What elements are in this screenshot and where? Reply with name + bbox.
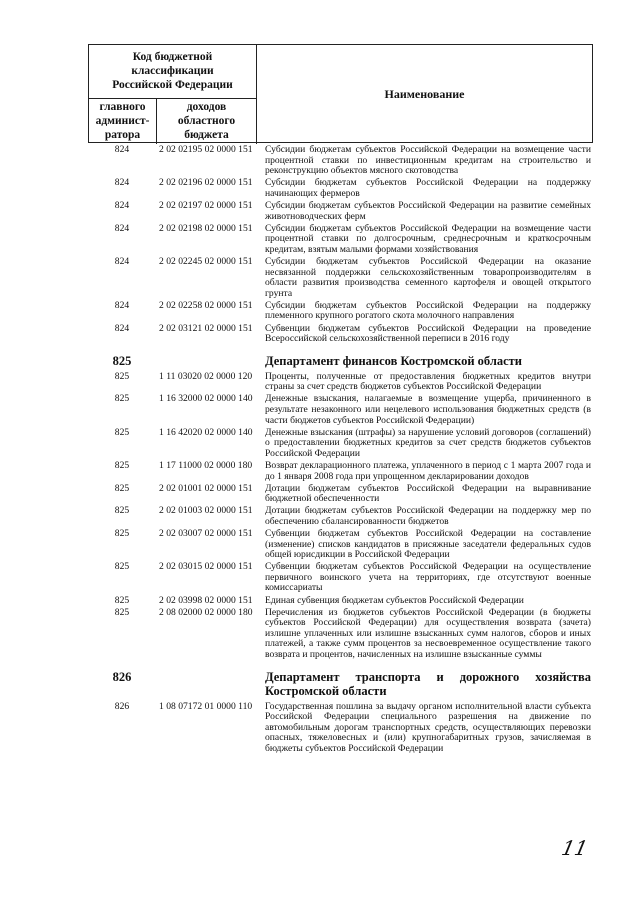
admin-code: 825 [114,370,130,382]
header-line: Код бюджетной [132,51,213,63]
income-code: 2 02 02197 02 0000 151 [159,199,253,211]
admin-code: 824 [114,199,130,211]
table-row [88,145,593,177]
admin-code: 825 [114,528,130,539]
admin-code: 825 [114,505,130,517]
department-heading [88,354,593,368]
table-row [88,529,593,561]
item-name: Проценты, полученные от предоставления бюджетных кредитов внутри страны за счет средств бюджетов субъектов Российской Федерации [265,370,591,393]
item-name: Денежные взыскания (штрафы) за нарушение условий договоров (соглашений) о предоставлении бюджетных кредитов за счет средств бюджетов субъектов Российской Федерации [265,426,591,459]
income-code: 2 02 03015 02 0000 151 [159,561,253,573]
income-code: 2 02 02258 02 0000 151 [159,299,253,311]
income-code: 2 02 02196 02 0000 151 [159,177,253,189]
income-code [156,670,259,698]
table-row [88,224,593,256]
department-heading [88,670,593,698]
income-code: 2 02 02195 02 0000 151 [159,144,253,155]
table-row [88,608,593,661]
admin-code: 825 [114,594,130,606]
header-regional-income [157,99,257,144]
item-name: Субвенции бюджетам субъектов Российской Федерации на осуществление первичного воинского учета на территориях, где отсутствуют военные комиссариаты [265,561,591,594]
income-code: 2 02 03007 02 0000 151 [159,528,253,539]
table-header [88,44,593,143]
item-name: Субсидии бюджетам субъектов Российской Федерации на поддержку начинающих фермеров [265,177,591,199]
item-name: Перечисления из бюджетов субъектов Российской Федерации (в бюджеты субъектов Российской Федерации) для осуществления возврата (зачета) излишне уплаченных или излишне взысканных сумм налогов, сборов и иных платежей, а также сумм процентов за несвоевременное осуществление такого возврата и процентов, начисленных на излишне взысканные суммы [265,606,591,661]
income-code: 2 02 01001 02 0000 151 [159,482,253,494]
table-row [88,324,593,345]
item-name: Субвенции бюджетам субъектов Российской Федерации на проведение Всероссийской сельскохозяйственной переписи в 2016 году [265,322,591,345]
header-line: областного [177,115,236,127]
admin-code: 825 [112,353,132,368]
admin-code: 824 [114,322,130,334]
item-name: Субсидии бюджетам субъектов Российской Федерации на возмещение части процентной ставки по долгосрочным, среднесрочным и краткосрочным кредитам, взятым малыми формами хозяйствования [265,222,591,255]
header-line: бюджета [184,129,229,141]
income-code: 1 16 32000 02 0000 140 [159,393,253,405]
table-row [88,461,593,482]
item-name: Субсидии бюджетам субъектов Российской Федерации на развитие семейных животноводческих ферм [265,199,591,222]
table-row [88,596,593,607]
item-name: Субсидии бюджетам субъектов Российской Федерации на возмещение части процентной ставки по инвестиционным кредитам на строительство и реконструкцию объектов мясного скотоводства [265,144,591,177]
admin-code: 824 [114,222,130,234]
admin-code: 824 [114,255,130,267]
admin-code: 825 [114,426,130,438]
income-code: 2 02 02198 02 0000 151 [159,222,253,234]
header-line: Российской Федерации [112,79,233,91]
table-body [88,145,593,756]
income-code: 1 16 42020 02 0000 140 [159,426,253,438]
table-row [88,394,593,426]
header-chief-administrator [89,99,157,144]
item-name: Субсидии бюджетам субъектов Российской Федерации на оказание несвязанной поддержки сельскохозяйственным товаропроизводителям в области развития производства семенного картофеля и овощей открытого грунта [265,255,591,299]
admin-code: 824 [114,144,130,155]
department-name: Департамент транспорта и дорожного хозяйства Костромской области [265,669,591,698]
header-line: доходов [186,101,227,113]
header-name-label: Наименование [384,87,465,101]
income-code: 2 02 03121 02 0000 151 [159,322,253,334]
table-row [88,506,593,527]
admin-code: 825 [114,482,130,494]
income-code: 2 02 02245 02 0000 151 [159,255,253,267]
item-name: Денежные взыскания, налагаемые в возмещение ущерба, причиненного в результате незаконного или нецелевого использования бюджетных средств (в части бюджетов субъектов Российской Федерации) [265,393,591,426]
admin-code: 825 [114,459,130,471]
item-name: Единая субвенция бюджетам субъектов Российской Федерации [265,594,524,606]
admin-code: 826 [112,669,132,684]
item-name: Государственная пошлина за выдачу органом исполнительной власти субъекта Российской Федерации специального разрешения на движение по автомобильным дорогам транспортных средств, осуществляющих перевозки опасных, тяжеловесных и (или) крупногабаритных грузов, зачисляемая в бюджеты субъектов Российской Федерации [265,700,591,754]
item-name: Дотации бюджетам субъектов Российской Федерации на поддержку мер по обеспечению сбалансированности бюджетов [265,505,591,527]
table-row [88,201,593,222]
admin-code: 824 [114,299,130,311]
header-classification-code [89,45,257,99]
admin-code: 825 [114,561,130,573]
table-row [88,702,593,755]
header-name [257,45,592,144]
income-code [156,354,259,368]
table-row [88,301,593,322]
income-code: 1 17 11000 02 0000 180 [159,459,253,471]
income-code: 1 11 03020 02 0000 120 [159,370,253,382]
item-name: Субсидии бюджетам субъектов Российской Федерации на поддержку племенного крупного рогатого скота молочного направления [265,299,591,322]
income-code: 2 02 01003 02 0000 151 [159,505,253,517]
item-name: Возврат декларационного платежа, уплаченного в период с 1 марта 2007 года и до 1 января 2008 года при упрощенном декларировании доходов [265,459,591,482]
table-row [88,178,593,199]
income-code: 2 02 03998 02 0000 151 [159,594,253,606]
table-row [88,372,593,393]
item-name: Субвенции бюджетам субъектов Российской Федерации на составление (изменение) списков кандидатов в присяжные заседатели федеральных судов общей юрисдикции в Российской Федерации [265,528,591,561]
income-code: 2 08 02000 02 0000 180 [159,606,253,618]
admin-code: 825 [114,393,130,405]
page-number: 11 [559,836,591,860]
department-name: Департамент финансов Костромской области [265,353,522,368]
table-row [88,484,593,505]
header-line: ратора [104,129,141,141]
table-row [88,428,593,460]
header-line: главного [99,101,146,113]
table-row [88,257,593,299]
item-name: Дотации бюджетам субъектов Российской Федерации на выравнивание бюджетной обеспеченности [265,482,591,505]
table-row [88,562,593,594]
income-code: 1 08 07172 01 0000 110 [159,700,253,712]
admin-code: 825 [114,606,130,618]
admin-code: 826 [114,700,130,712]
header-line: классификации [131,65,214,77]
admin-code: 824 [114,177,130,189]
header-line: админист- [95,115,150,127]
